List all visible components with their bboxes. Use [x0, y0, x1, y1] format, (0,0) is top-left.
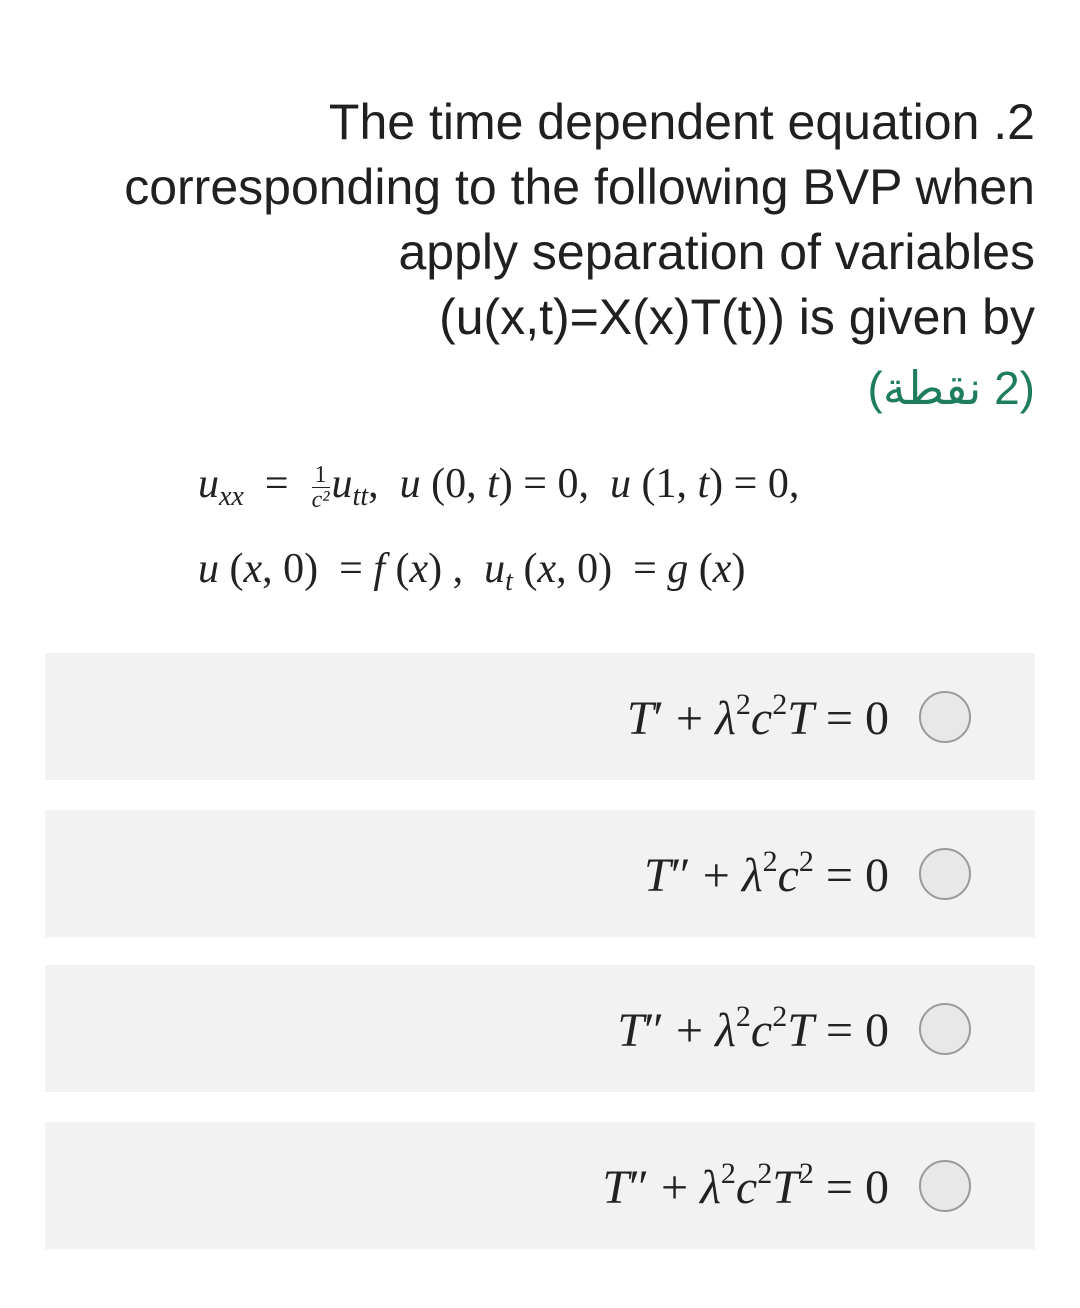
question-line-4: (u(x,t)=X(x)T(t)) is given by	[439, 289, 1035, 345]
answer-option-2[interactable]	[45, 810, 1035, 937]
equation-line-1: $u_{xx}$ = $\frac{1}{\text{c²}}$ $u_{tt}$, u (0, t) = 0, u (1, t) = 0,	[198, 461, 800, 513]
option-label: $T'' + \lambda^2c^2T = 0$	[617, 999, 889, 1057]
answer-option-4[interactable]	[45, 1122, 1035, 1249]
answer-option-3[interactable]	[45, 965, 1035, 1092]
option-label: $T' + \lambda^2c^2T = 0$	[626, 687, 889, 745]
question-text	[60, 90, 1035, 350]
equation-line-2: u (x, 0) = f (x) , $u_t$ (x, 0) = g (x)	[198, 546, 746, 597]
option-label: $T'' + \lambda^2c^2 = 0$	[644, 844, 889, 902]
fraction: $\frac{1}{\text{c²}}$	[311, 461, 330, 513]
question-line-1: The time dependent equation .2	[328, 94, 1035, 150]
radio-button[interactable]	[919, 848, 971, 900]
radio-button[interactable]	[919, 1003, 971, 1055]
radio-button[interactable]	[919, 1160, 971, 1212]
points-label: (2 نقطة)	[867, 362, 1035, 414]
question-line-3: apply separation of variables	[398, 224, 1035, 280]
answer-option-1[interactable]	[45, 653, 1035, 780]
radio-button[interactable]	[919, 691, 971, 743]
option-label: $T'' + \lambda^2c^2T^2 = 0$	[602, 1156, 889, 1214]
question-line-2: corresponding to the following BVP when	[124, 159, 1035, 215]
